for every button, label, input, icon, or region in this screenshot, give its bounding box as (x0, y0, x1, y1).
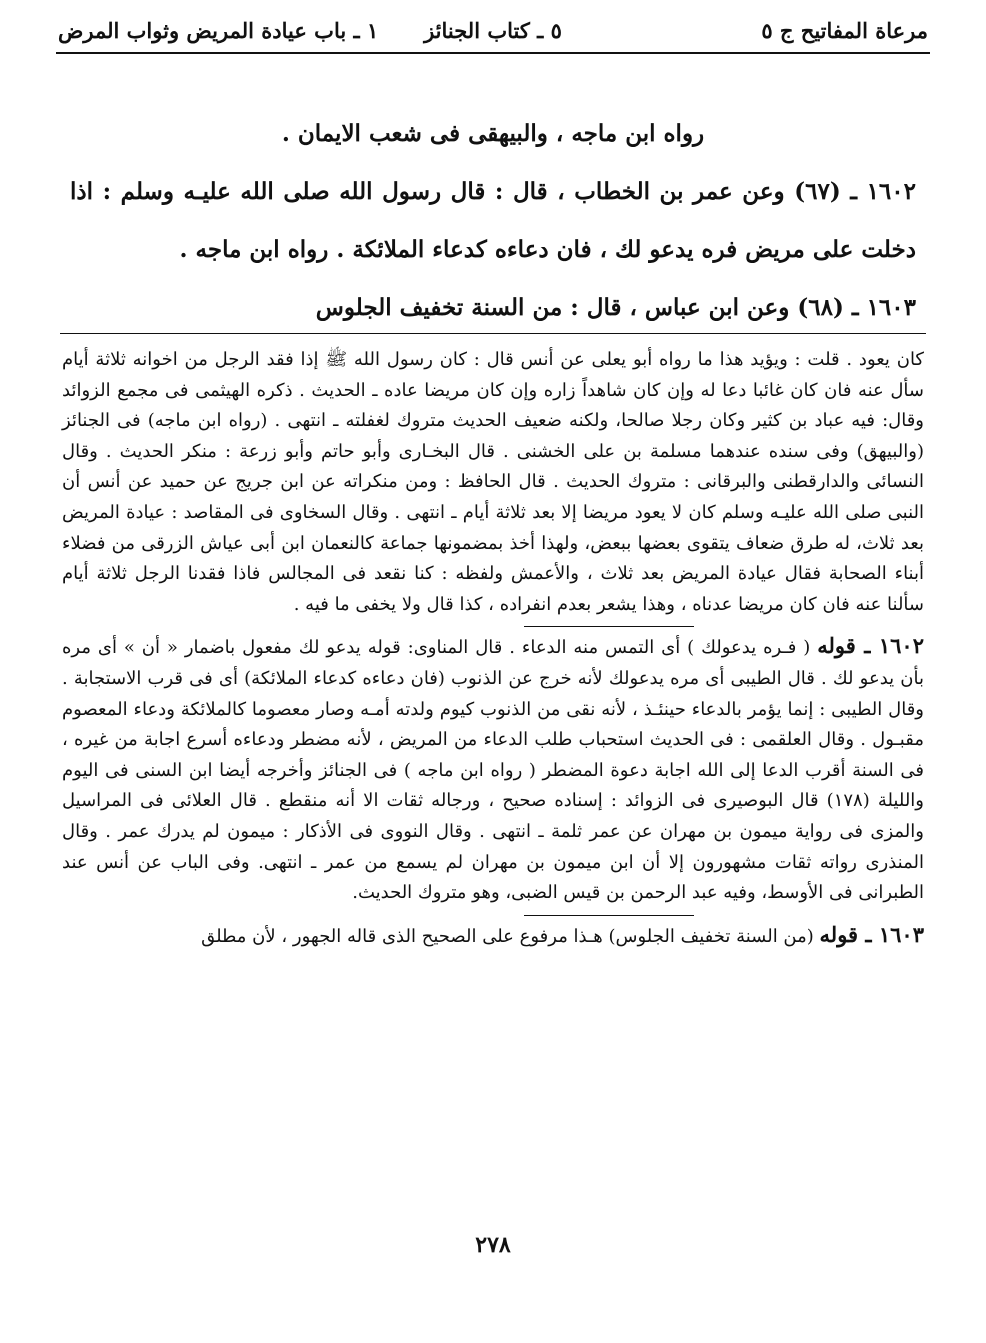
commentary-divider (60, 333, 926, 334)
commentary-text-1603: (من السنة تخفيف الجلوس) هـذا مرفوع على الصحيح الذى قاله الجهور ، لأن مطلق (201, 925, 814, 947)
page-number: ٢٧٨ (475, 1232, 511, 1258)
commentary-block (62, 345, 924, 952)
paragraph-separator (524, 626, 694, 627)
hadith-1602: ١٦٠٢ ـ (٦٧) وعن عمر بن الخطاب ، قال : قال رسول الله صلى الله عليـه وسلم : اذا دخلت على مريض فره يدعو لك ، فان دعاءه كدعاء الملائكة . رواه ابن ماجه . (70, 178, 916, 263)
paragraph-separator (524, 915, 694, 916)
hadith-1603: ١٦٠٣ ـ (٦٨) وعن ابن عباس ، قال : من السنة تخفيف الجلوس (315, 294, 916, 321)
header-chapter-title: ٥ ـ كتاب الجنائز (424, 18, 562, 43)
header-book-title: مرعاة المفاتيح ج ٥ (761, 18, 928, 43)
header-section-title: ١ ـ باب عيادة المريض وثواب المرض (58, 18, 379, 43)
commentary-text-1602: ( فـره يدعولك ) أى التمس منه الدعاء . قال المناوى: قوله يدعو لك مفعول باضمار « أن » أى مره بأن يدعو لك . قال الطيبى أى مره يدعولك لأنه خرج عن الذنوب (فان دعاءه كدعاء الملائكة) أى فى قرب الاستجابة . وقال الطيبى : إنما يؤمر بالدعاء حينئـذ ، لأنه نقى من الذنوب كيوم ولدته أمـه وصار معصوما كالملائكة ودعاء المعصوم مقبـول . وقال العلقمى : فى الحديث استحباب طلب الدعاء من المريض ، لأنه مضطر ودعاءه أسرع اجابة من غيره ، فى السنة أقرب الدعا إلى الله اجابة دعوة المضطر ( رواه ابن ماجه ) فى الجنائز وأخرجه أيضا ابن السنى فى اليوم والليلة (١٧٨) قال البوصيرى فى الزوائد : إسناده صحيح ، ورجاله ثقات الا أنه منقطع . قال العلائى فى المراسيل والمزى فى رواية ميمون بن مهران عن عمر ثلمة ـ انتهى . وقال النووى فى الأذكار : ميمون لم يدرك عمر . وقال المنذرى رواته ثقات مشهورون إلا أن ابن ميمون بن مهران لم يسمع من عمر ـ انتهى. وفى الباب عن أنس عند الطبرانى فى الأوسط، وفيه عبد الرحمن بن قيس الضبى، وهو متروك الحديث. (62, 637, 925, 904)
running-header (58, 18, 928, 48)
hadith-attribution-line: رواه ابن ماجه ، والبيهقى فى شعب الايمان . (281, 120, 705, 147)
commentary-paragraph-1: كان يعود . قلت : ويؤيد هذا ما رواه أبو يعلى عن أنس قال : كان رسول الله ﷺ إذا فقد الرجل من اخوانه ثلاثة أيام سأل عنه فان كان غائبا دعا له وإن كان شاهداً زاره وإن كان مريضا عاده ـ الحديث . ذكره الهيثمى فى مجمع الزوائد وقال: فيه عباد بن كثير وكان رجلا صالحا، ولكنه ضعيف الحديث متروك لغفلته ـ انتهى . (رواه ابن ماجه) فى الجنائز (والبيهق) وفى سنده عندهما مسلمة بن على الخشنى . قال البخـارى وأبو حاتم وأبو زرعة : منكر الحديث . وقال النسائى والدارقطنى والبرقانى : متروك الحديث . قال الحافظ : ومن منكراته عن ابن جريج عن حميد عن أنس أن النبى صلى الله عليـه وسلم كان لا يعود مريضا إلا بعد ثلاثة أيام ـ انتهى . وقال السخاوى فى المقاصد : عيادة المريض بعد ثلاث، له طرق ضعاف يتقوى بعضها ببعض، ولهذا أخذ بمضمونها جماعة كالنعمان ابن أبى عياش الزرقى من فضلاء أبناء الصحابة فقال عيادة المريض بعد ثلاث ، والأعمش ولفظه : كنا نقعد فى المجالس فاذا فقدنا الرجل ثلاثة أيام سألنا عنه فان كان مريضا عدناه ، وهذا يشعر بعدم انفراده ، كذا قال ولا يخفى ما فيه . (62, 349, 924, 615)
qawl-label-1602: ١٦٠٢ ـ قوله (817, 633, 924, 659)
commentary-paragraph-1603 (62, 920, 924, 953)
hadith-text-block (70, 105, 916, 337)
qawl-label-1603: ١٦٠٣ ـ قوله (819, 921, 924, 947)
commentary-paragraph-1602 (62, 631, 924, 908)
header-divider (56, 52, 930, 54)
